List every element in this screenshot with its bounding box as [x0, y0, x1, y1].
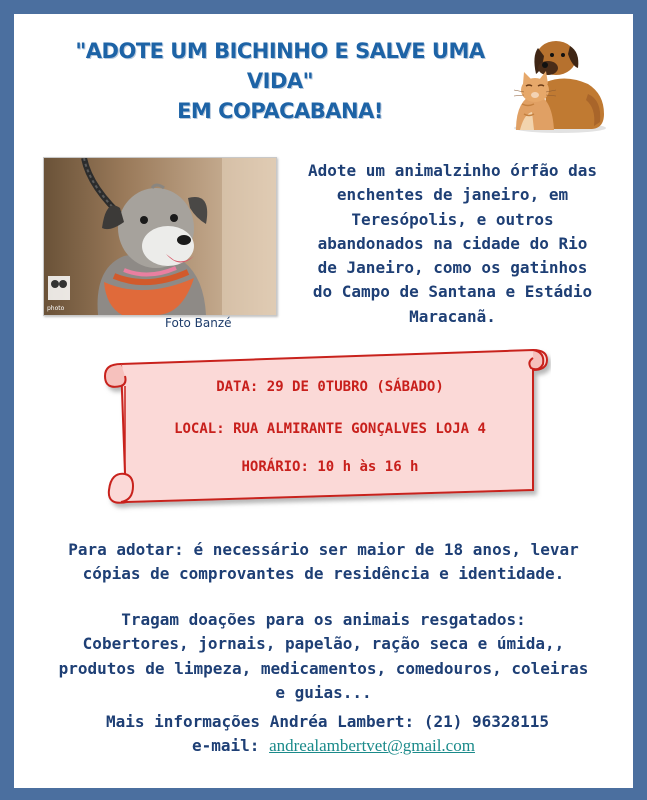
intro-line: do Campo de Santana e Estádio: [312, 282, 593, 302]
intro-paragraph: [290, 159, 615, 329]
intro-line: abandonados na cidade do Rio: [317, 233, 588, 253]
event-location: LOCAL: RUA ALMIRANTE GONÇALVES LOJA 4: [174, 421, 486, 437]
donations-line: e guias...: [275, 682, 372, 702]
donations-line: Tragam doações para os animais resgatados:: [121, 610, 526, 629]
photo-caption: Foto Banzé: [165, 316, 232, 330]
title-line-1: "ADOTE UM BICHINHO E SALVE UMA VIDA": [75, 39, 485, 93]
adoption-requirements: [30, 538, 617, 587]
requirements-line: cópias de comprovantes de residência e identidade.: [82, 564, 565, 584]
contact-phone: Mais informações Andréa Lambert: (21) 96328115: [105, 712, 550, 731]
donations-line: produtos de limpeza, medicamentos, comedouros, coleiras: [58, 658, 589, 678]
intro-line: Adote um animalzinho órfão das: [308, 161, 597, 180]
contact-info: [30, 710, 617, 759]
poster-title: [40, 36, 520, 126]
event-date: DATA: 29 DE 0TUBRO (SÁBADO): [216, 379, 444, 395]
event-hours: HORÁRIO: 10 h às 16 h: [241, 459, 419, 475]
email-link[interactable]: andrealambertvet@gmail.com: [269, 736, 475, 756]
puppy-and-kitten-illustration: [508, 34, 608, 134]
dog-photo: [43, 157, 277, 316]
intro-line: Teresópolis, e outros: [351, 209, 554, 229]
photo-watermark: photo: [47, 305, 65, 312]
intro-line: de Janeiro, como os gatinhos: [317, 258, 588, 278]
donations-request: [30, 608, 617, 705]
intro-line: Maracanã.: [409, 306, 496, 326]
intro-line: enchentes de janeiro, em: [336, 185, 569, 205]
requirements-line: Para adotar: é necessário ser maior de 18 anos, levar: [68, 540, 579, 559]
donations-line: Cobertores, jornais, papelão, ração seca e úmida,,: [82, 634, 565, 654]
title-line-2: EM COPACABANA!: [177, 99, 383, 123]
email-label: e-mail:: [192, 736, 260, 756]
contact-email-row: [30, 734, 617, 758]
